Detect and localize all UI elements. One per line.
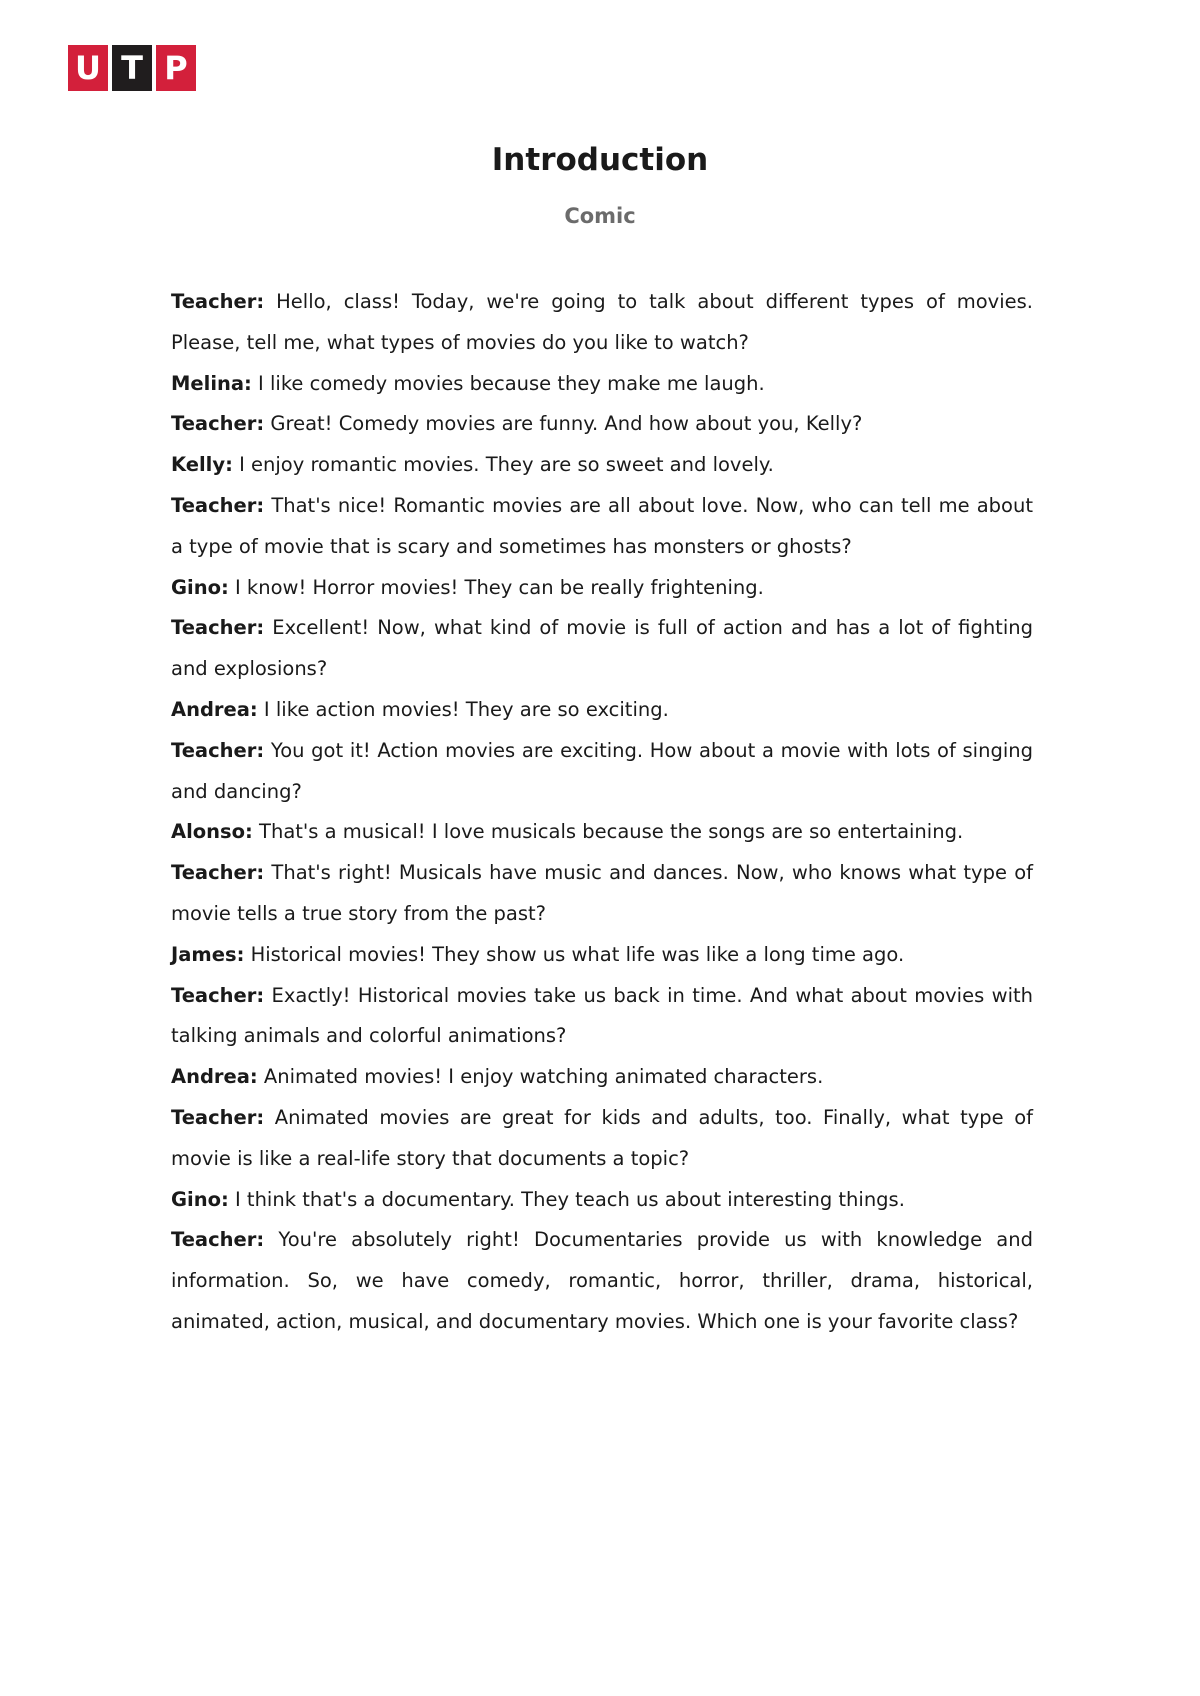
speaker-name: Teacher: xyxy=(171,738,265,762)
utp-logo xyxy=(68,45,196,91)
speaker-name: Teacher: xyxy=(171,1105,265,1129)
speaker-name: Alonso: xyxy=(171,820,253,844)
dialogue-text: That's a musical! I love musicals because the songs are so entertaining. xyxy=(252,820,964,844)
speaker-name: Andrea: xyxy=(171,1065,258,1089)
logo-letter-t: T xyxy=(112,45,152,91)
dialogue-text: I like action movies! They are so exciting. xyxy=(257,697,669,721)
page-title: Introduction xyxy=(491,142,709,178)
dialogue-body xyxy=(171,282,1033,1343)
speaker-name: Gino: xyxy=(171,1187,229,1211)
speaker-name: Kelly: xyxy=(171,453,233,477)
dialogue-text: You're absolutely right! Documentaries provide us with knowledge and information. So, we have comedy, romantic, horror, thriller, drama, historical, animated, action, musical, and documentary movies. Which one is your favorite class? xyxy=(171,1228,1033,1333)
dialogue-text: Exactly! Historical movies take us back in time. And what about movies with talking animals and colorful animations? xyxy=(171,983,1033,1048)
dialogue-line xyxy=(171,1057,1033,1098)
logo-letter-u: U xyxy=(68,45,108,91)
dialogue-line xyxy=(171,935,1033,976)
dialogue-line xyxy=(171,568,1033,609)
dialogue-text: Great! Comedy movies are funny. And how about you, Kelly? xyxy=(264,412,863,436)
dialogue-line xyxy=(171,282,1033,364)
dialogue-text: I know! Horror movies! They can be really frightening. xyxy=(228,575,764,599)
dialogue-text: I think that's a documentary. They teach us about interesting things. xyxy=(228,1187,905,1211)
dialogue-line xyxy=(171,1098,1033,1180)
dialogue-line xyxy=(171,608,1033,690)
dialogue-text: Animated movies! I enjoy watching animated characters. xyxy=(257,1065,824,1089)
dialogue-text: Historical movies! They show us what life was like a long time ago. xyxy=(244,942,905,966)
dialogue-line xyxy=(171,364,1033,405)
speaker-name: Melina: xyxy=(171,371,252,395)
dialogue-line xyxy=(171,404,1033,445)
dialogue-line xyxy=(171,1220,1033,1342)
dialogue-text: I like comedy movies because they make me laugh. xyxy=(251,371,765,395)
dialogue-text: Hello, class! Today, we're going to talk about different types of movies. Please, tell me, what types of movies do you like to watch? xyxy=(171,290,1033,354)
speaker-name: Andrea: xyxy=(171,697,258,721)
dialogue-line xyxy=(171,690,1033,731)
dialogue-text: That's nice! Romantic movies are all about love. Now, who can tell me about a type of movie that is scary and sometimes has monsters or ghosts? xyxy=(171,493,1033,558)
dialogue-text: Animated movies are great for kids and adults, too. Finally, what type of movie is like a real-life story that documents a topic? xyxy=(171,1105,1033,1170)
logo-letter-p: P xyxy=(156,45,196,91)
dialogue-text: I enjoy romantic movies. They are so sweet and lovely. xyxy=(232,453,774,477)
speaker-name: Teacher: xyxy=(171,493,265,517)
speaker-name: Teacher: xyxy=(171,983,265,1007)
dialogue-line xyxy=(171,486,1033,568)
speaker-name: Teacher: xyxy=(171,412,265,436)
dialogue-line xyxy=(171,445,1033,486)
speaker-name: Teacher: xyxy=(171,616,265,640)
dialogue-line xyxy=(171,812,1033,853)
speaker-name: Teacher: xyxy=(171,290,265,313)
dialogue-text: Excellent! Now, what kind of movie is full of action and has a lot of fighting and explosions? xyxy=(171,616,1033,681)
dialogue-text: You got it! Action movies are exciting. How about a movie with lots of singing and dancing? xyxy=(171,738,1033,803)
speaker-name: Gino: xyxy=(171,575,229,599)
speaker-name: Teacher: xyxy=(171,1228,265,1252)
dialogue-line xyxy=(171,853,1033,935)
speaker-name: Teacher: xyxy=(171,861,265,885)
speaker-name: James: xyxy=(171,942,245,966)
dialogue-line xyxy=(171,731,1033,813)
page-subtitle: Comic xyxy=(564,204,636,228)
dialogue-line xyxy=(171,1180,1033,1221)
dialogue-text: That's right! Musicals have music and dances. Now, who knows what type of movie tells a true story from the past? xyxy=(171,861,1033,925)
dialogue-line xyxy=(171,976,1033,1058)
